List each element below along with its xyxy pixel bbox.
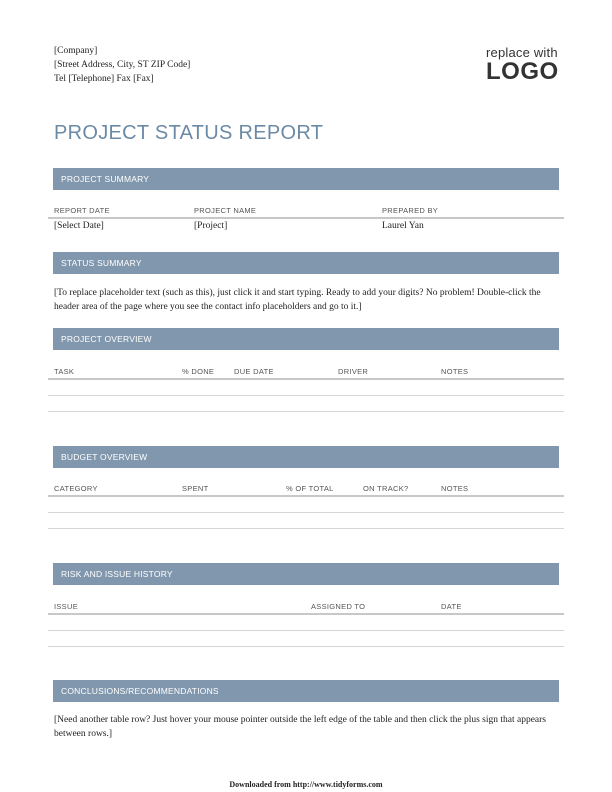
col-category: CATEGORY [54, 484, 98, 493]
report-date-value[interactable]: [Select Date] [54, 221, 104, 231]
col-task: TASK [54, 367, 75, 376]
conclusions-header: CONCLUSIONS/RECOMMENDATIONS [53, 680, 559, 702]
col-percent-of-total: % OF TOTAL [286, 484, 334, 493]
status-summary-header: STATUS SUMMARY [53, 252, 559, 274]
col-report-date: REPORT DATE [54, 206, 110, 215]
risk-history-header: RISK AND ISSUE HISTORY [53, 563, 559, 585]
project-overview-header: PROJECT OVERVIEW [53, 328, 559, 350]
divider [48, 217, 564, 219]
divider [48, 495, 564, 497]
table-row[interactable] [48, 630, 564, 631]
col-issue: ISSUE [54, 602, 79, 611]
table-row[interactable] [48, 395, 564, 396]
tel-value[interactable]: [Telephone] [68, 74, 115, 84]
street-address[interactable]: [Street Address, City, ST ZIP Code] [54, 60, 191, 70]
fax-label: Fax [116, 74, 131, 84]
company-name[interactable]: [Company] [54, 46, 98, 56]
project-summary-header: PROJECT SUMMARY [53, 168, 559, 190]
col-date: DATE [441, 602, 462, 611]
table-row[interactable] [48, 528, 564, 529]
col-on-track: ON TRACK? [363, 484, 409, 493]
status-summary-text[interactable]: [To replace placeholder text (such as this), just click it and start typing. Ready to add your digits? No problem! Double-click the header area of the page where you see the contact info placeholders and go to it.] [54, 288, 541, 312]
logo-line2: LOGO [486, 58, 559, 85]
footer-link[interactable]: http://www.tidyforms.com [292, 780, 383, 789]
col-assigned-to: ASSIGNED TO [311, 602, 366, 611]
page-title: PROJECT STATUS REPORT [54, 122, 324, 144]
prepared-by-value[interactable]: Laurel Yan [382, 221, 424, 231]
conclusions-text[interactable]: [Need another table row? Just hover your mouse pointer outside the left edge of the table and then click the plus sign that appears between rows.] [54, 715, 547, 739]
col-percent-done: % DONE [182, 367, 215, 376]
col-prepared-by: PREPARED BY [382, 206, 439, 215]
footer [0, 780, 612, 789]
tel-label: Tel [54, 74, 66, 84]
logo-line1: replace with [486, 45, 558, 60]
footer-prefix: Downloaded from [229, 780, 291, 789]
table-row[interactable] [48, 512, 564, 513]
col-spent: SPENT [182, 484, 209, 493]
col-project-name: PROJECT NAME [194, 206, 257, 215]
table-row[interactable] [48, 411, 564, 412]
col-driver: DRIVER [338, 367, 369, 376]
col-due-date: DUE DATE [234, 367, 274, 376]
fax-value[interactable]: [Fax] [133, 74, 154, 84]
logo-placeholder[interactable] [486, 46, 559, 84]
col-notes: NOTES [441, 484, 469, 493]
divider [48, 378, 564, 380]
divider [48, 613, 564, 615]
phone-fax-line [54, 72, 190, 86]
project-name-value[interactable]: [Project] [194, 221, 228, 231]
col-notes: NOTES [441, 367, 469, 376]
contact-block [54, 44, 190, 86]
budget-overview-header: BUDGET OVERVIEW [53, 446, 559, 468]
table-row[interactable] [48, 646, 564, 647]
